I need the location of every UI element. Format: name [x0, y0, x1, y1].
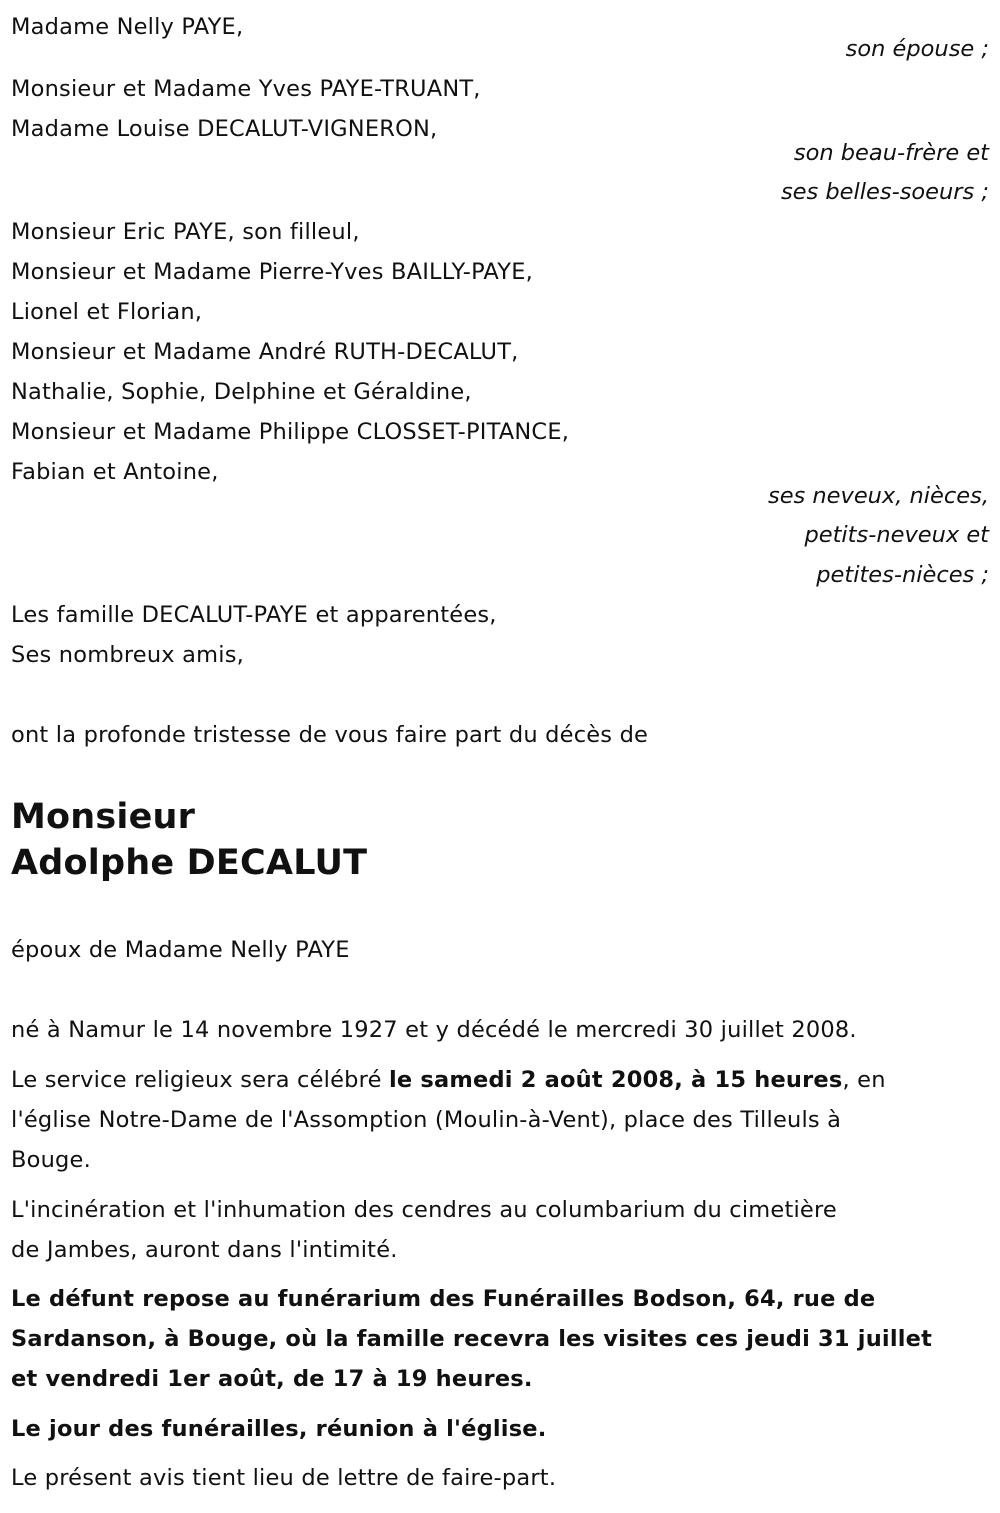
nephews-role: petits-neveux et [804, 522, 989, 548]
inlaws-role: son beau-frère et [793, 140, 989, 166]
cremation-line: L'incinération et l'inhumation des cendres au columbarium du cimetière [11, 1197, 837, 1223]
nephew-line: Monsieur et Madame Philippe CLOSSET-PITANCE, [11, 419, 570, 445]
nephew-line: Lionel et Florian, [11, 299, 203, 325]
nephews-role: petites-nièces ; [816, 562, 989, 588]
meeting: Le jour des funérailles, réunion à l'église. [11, 1416, 547, 1442]
inlaws-role: ses belles-soeurs ; [780, 179, 989, 205]
closing: Le présent avis tient lieu de lettre de faire-part. [11, 1465, 557, 1491]
service-date: le samedi 2 août 2008, à 15 heures [388, 1067, 843, 1093]
deceased-title: Monsieur [11, 797, 196, 837]
announcement: ont la profonde tristesse de vous faire part du décès de [11, 722, 649, 748]
nephew-line: Nathalie, Sophie, Delphine et Géraldine, [11, 379, 472, 405]
cremation-line: de Jambes, auront dans l'intimité. [11, 1237, 398, 1263]
service-line: l'église Notre-Dame de l'Assomption (Moulin-à-Vent), place des Tilleuls à [11, 1107, 842, 1133]
spouse-role: son épouse ; [845, 36, 989, 62]
visits-line: et vendredi 1er août, de 17 à 19 heures. [11, 1366, 533, 1392]
deceased-name: Adolphe DECALUT [11, 843, 368, 883]
others-line: Les famille DECALUT-PAYE et apparentées, [11, 602, 497, 628]
service-pre: Le service religieux sera célébré [11, 1067, 389, 1093]
spouse-of: époux de Madame Nelly PAYE [11, 937, 350, 963]
others-line: Ses nombreux amis, [11, 642, 244, 668]
visits-line: Sardanson, à Bouge, où la famille recevra les visites ces jeudi 31 juillet [11, 1326, 933, 1352]
service-post: , en [842, 1067, 886, 1093]
inlaw-line: Madame Louise DECALUT-VIGNERON, [11, 116, 438, 142]
nephew-line: Monsieur et Madame Pierre-Yves BAILLY-PAYE, [11, 259, 533, 285]
spouse-line: Madame Nelly PAYE, [11, 14, 244, 40]
visits-line: Le défunt repose au funérarium des Funérailles Bodson, 64, rue de [11, 1286, 876, 1312]
nephew-line: Monsieur et Madame André RUTH-DECALUT, [11, 339, 519, 365]
nephew-line: Fabian et Antoine, [11, 459, 219, 485]
nephews-role: ses neveux, nièces, [767, 483, 989, 509]
inlaw-line: Monsieur et Madame Yves PAYE-TRUANT, [11, 76, 481, 102]
nephew-line: Monsieur Eric PAYE, son filleul, [11, 219, 360, 245]
service-line: Bouge. [11, 1147, 91, 1173]
service-line [11, 1060, 886, 1100]
birth-death: né à Namur le 14 novembre 1927 et y décédé le mercredi 30 juillet 2008. [11, 1017, 857, 1043]
